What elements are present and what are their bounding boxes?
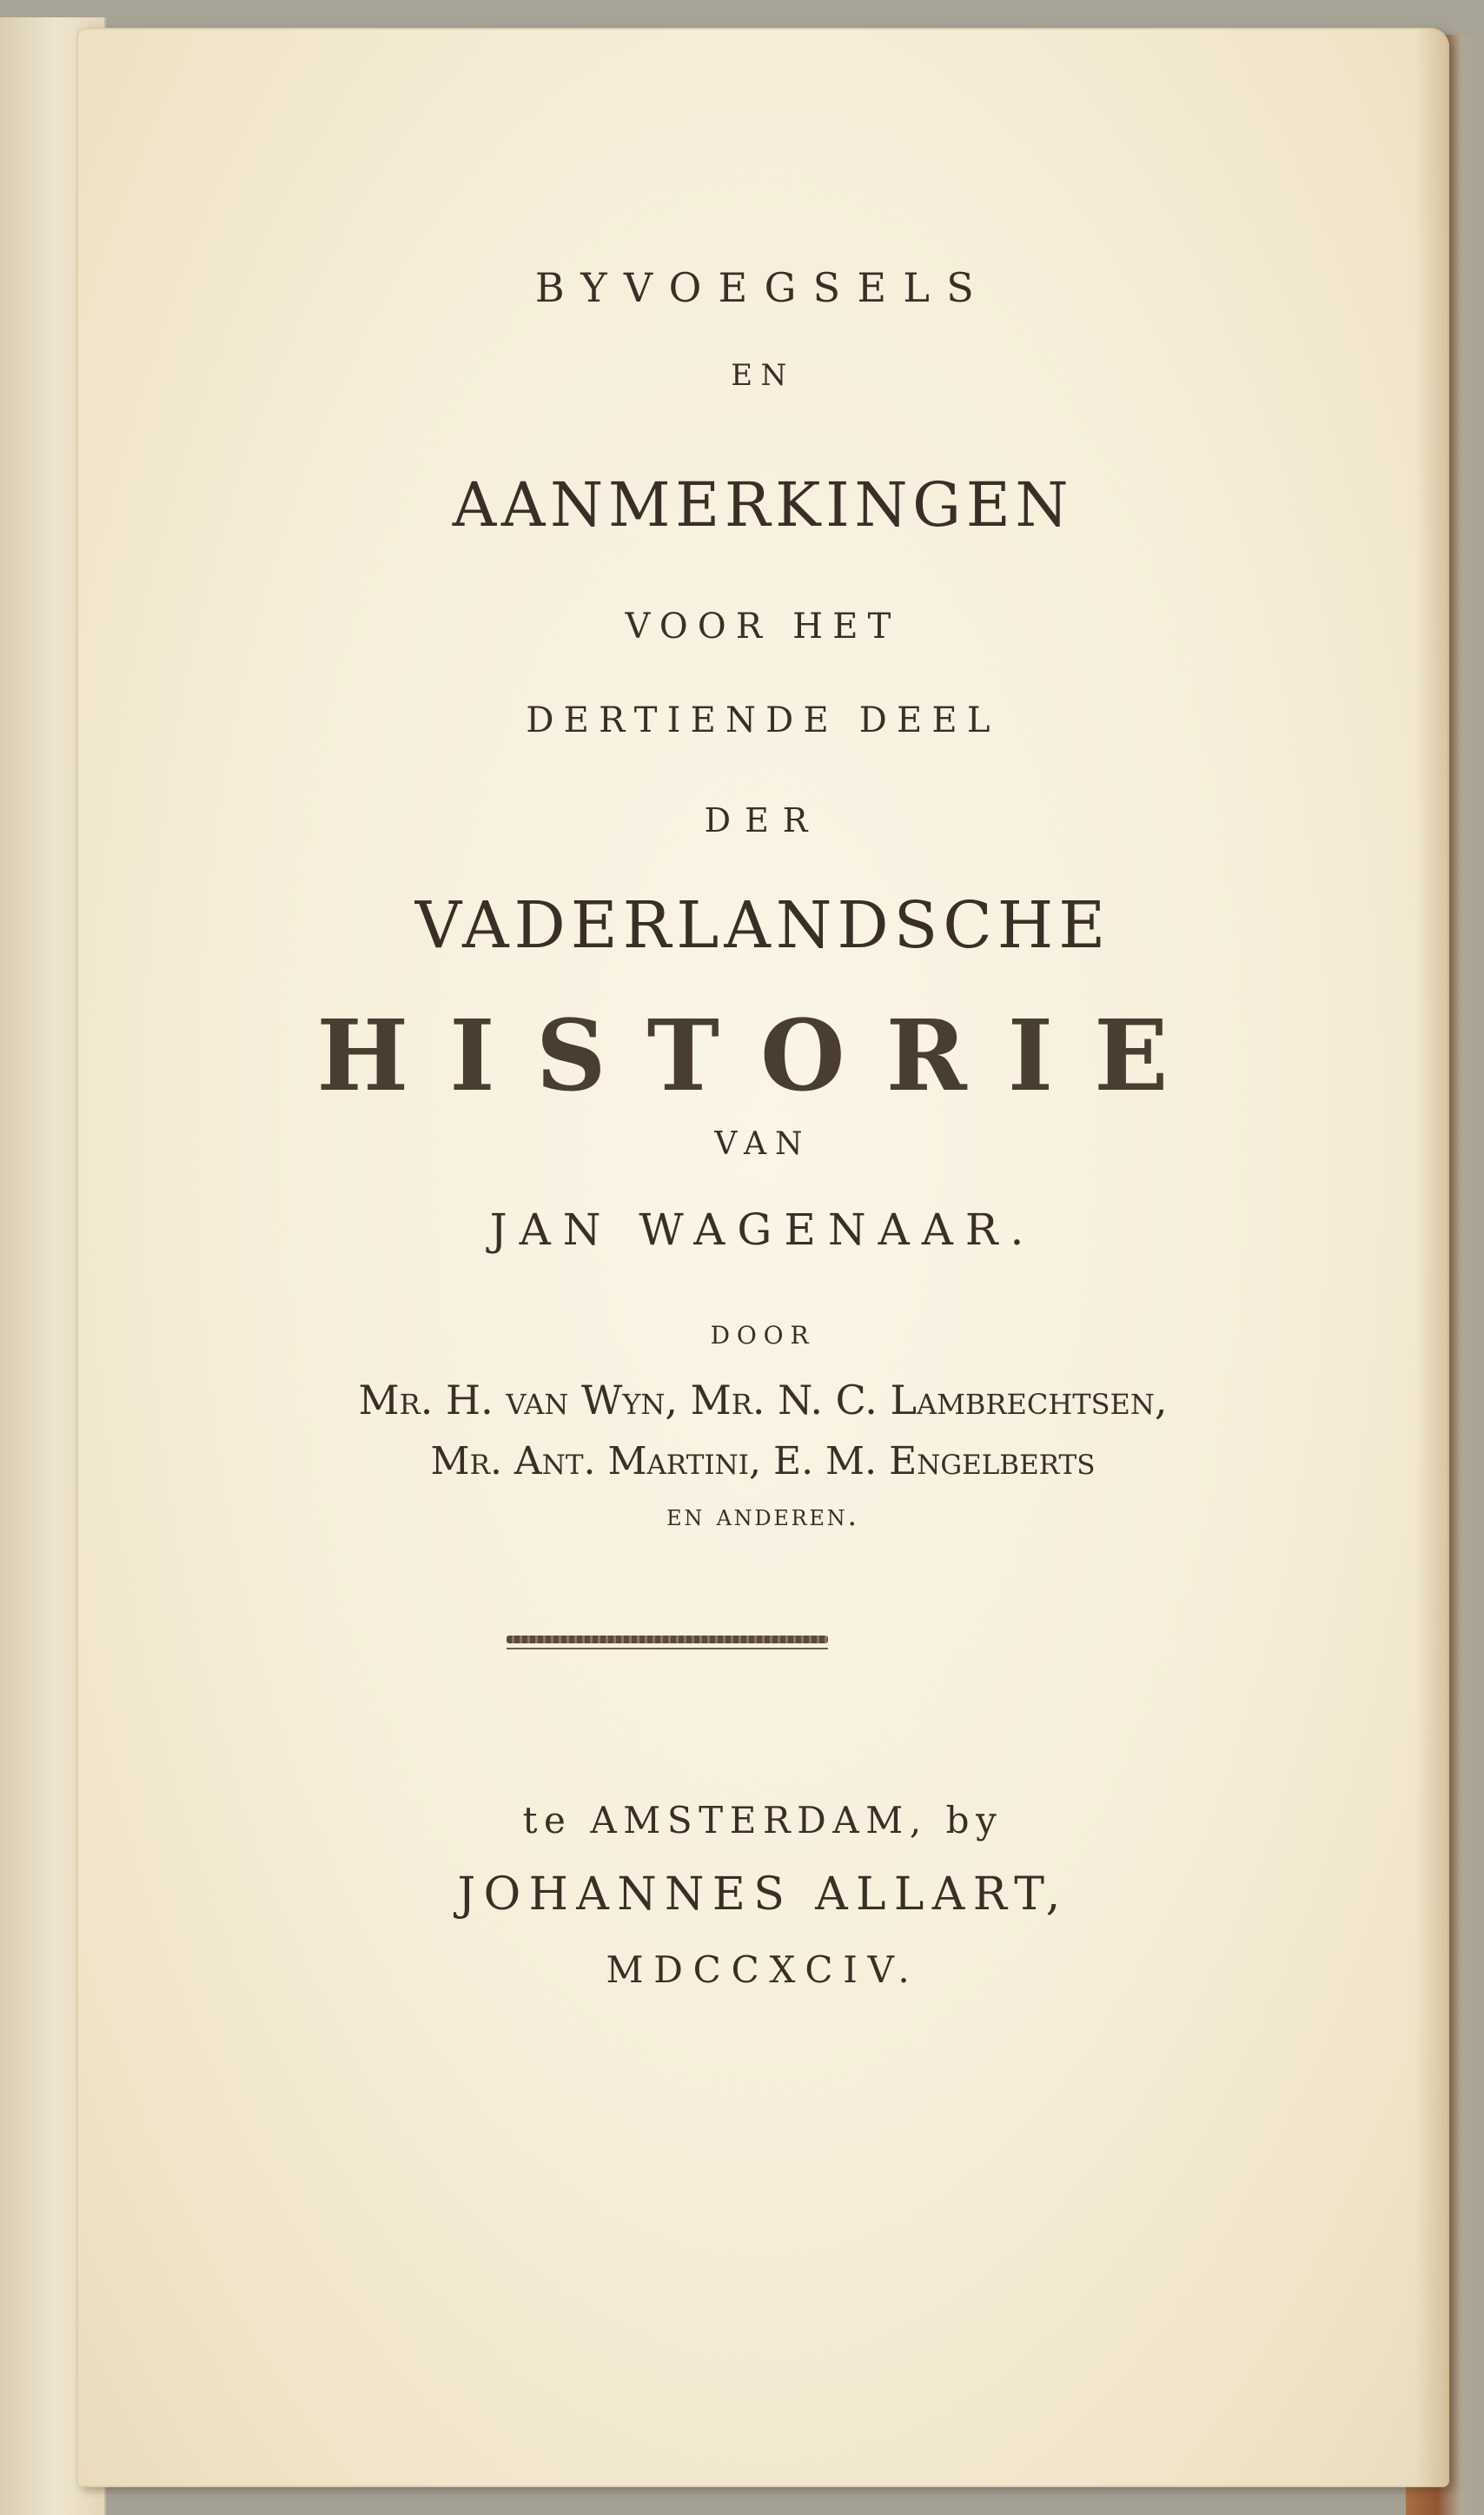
title-line-door: DOOR bbox=[710, 1321, 816, 1350]
title-line-voor-het: VOOR HET bbox=[625, 607, 901, 647]
title-line-jan-wagenaar: JAN WAGENAAR. bbox=[489, 1204, 1037, 1255]
authors-line-2: Mr. Ant. Martini, E. M. Engelberts bbox=[430, 1439, 1096, 1483]
ornamental-rule-thin bbox=[507, 1648, 828, 1649]
imprint-line-place: te AMSTERDAM, by bbox=[522, 1799, 1004, 1841]
title-line-en: EN bbox=[731, 358, 795, 393]
imprint-line-date: MDCCXCIV. bbox=[606, 1948, 920, 1991]
imprint-line-printer: JOHANNES ALLART, bbox=[457, 1868, 1069, 1921]
title-page bbox=[76, 28, 1449, 2487]
ornamental-rule bbox=[507, 1636, 828, 1651]
ornamental-rule-thick bbox=[507, 1636, 828, 1643]
title-line-vaderlandsche: VADERLANDSCHE bbox=[414, 888, 1111, 963]
title-line-historie: HISTORIE bbox=[316, 999, 1209, 1113]
title-line-aanmerkingen: AANMERKINGEN bbox=[452, 469, 1074, 541]
title-line-byvoegsels: BYVOEGSELS bbox=[534, 264, 991, 311]
authors-line-3: en anderen. bbox=[666, 1498, 859, 1533]
authors-line-1: Mr. H. van Wyn, Mr. N. C. Lambrechtsen, bbox=[358, 1377, 1168, 1423]
title-line-van: VAN bbox=[714, 1126, 812, 1162]
title-line-dertiende-deel: DERTIENDE DEEL bbox=[526, 700, 1000, 740]
title-line-der: DER bbox=[704, 801, 822, 839]
